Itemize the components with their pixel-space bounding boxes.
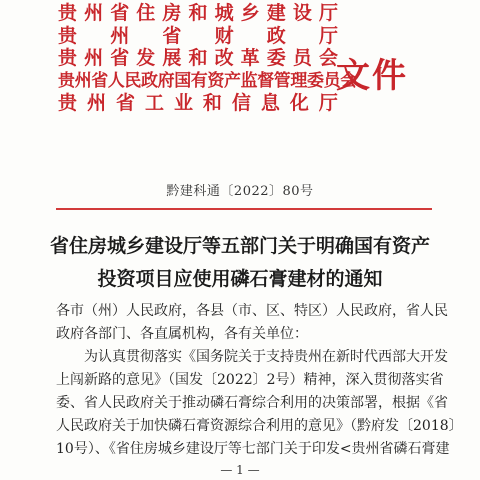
body-line: 政府各部门、各直属机构，各有关单位： xyxy=(56,326,308,342)
document-title xyxy=(40,230,440,296)
issuer-list xyxy=(58,2,357,115)
body-line: 人民政府关于加快磷石膏资源综合利用的意见》（黔府发〔2018〕 xyxy=(56,418,463,434)
title-line: 省住房城乡建设厅等五部门关于明确国有资产 xyxy=(49,235,430,257)
issuer-char: 政 xyxy=(266,24,286,47)
issuer-finance-dept xyxy=(58,25,338,48)
body-line: 上闯新路的意见》（国发〔2022〕2号）精神，深入贯彻落实省 xyxy=(56,372,444,388)
page-number: — 1 — xyxy=(220,463,260,477)
body-line: 委、省人民政府关于推动磷石膏综合利用的决策部署，根据《省 xyxy=(56,395,448,411)
body-line: 各市（州）人民政府，各县（市、区、特区）人民政府，省人民 xyxy=(56,303,448,319)
document-number: 黔建科通〔2022〕80号 xyxy=(166,184,314,199)
issuer-char: 贵 xyxy=(58,24,78,47)
issuer-char: 厅 xyxy=(318,24,338,47)
body-line: 10号）、《省住房城乡建设厅等七部门关于印发<贵州省磷石膏建 xyxy=(56,441,450,457)
issuer-sasac: 贵州省人民政府国有资产监督管理委员会 xyxy=(58,70,357,91)
issuer-char: 财 xyxy=(214,24,234,47)
title-line: 投资项目应使用磷石膏建材的通知 xyxy=(97,268,383,290)
body-line: 为认真贯彻落实《国务院关于支持贵州在新时代西部大开发 xyxy=(84,349,448,365)
issuer-char: 州 xyxy=(110,24,130,47)
issuer-industry-dept: 贵 州 省 工 业 和 信 息 化 厅 xyxy=(58,92,338,115)
red-divider xyxy=(56,208,432,210)
issuer-development-commission: 贵 州 省 发 展 和 改 革 委 员 会 xyxy=(58,47,338,70)
doc-type-label: 文件 xyxy=(336,56,408,96)
document-body xyxy=(56,300,476,461)
issuer-char: 省 xyxy=(162,24,182,47)
issuer-char: 贵 xyxy=(58,2,78,24)
issuer-housing-dept: 贵 州 省 住 房 和 城 乡 建 设 厅 xyxy=(58,2,338,24)
